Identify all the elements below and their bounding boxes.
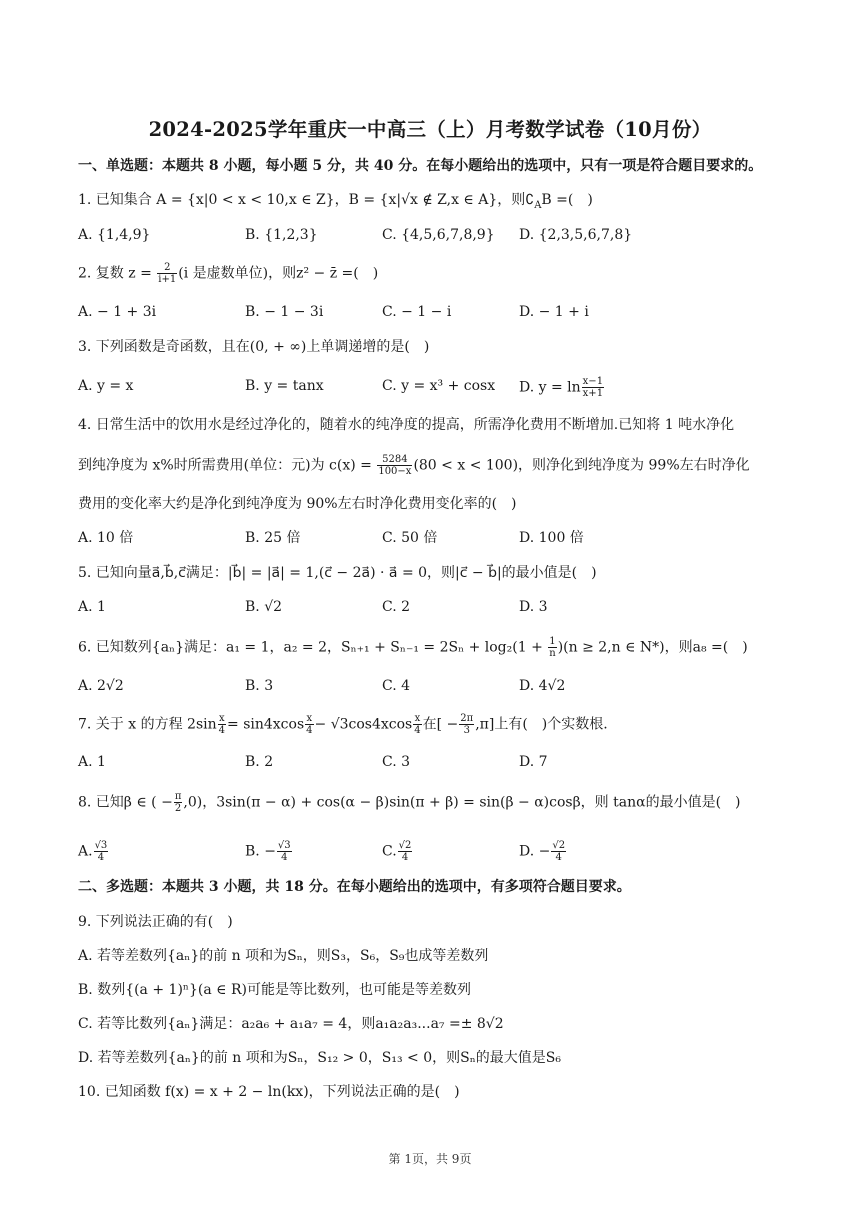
question-4-fraction <box>377 454 412 477</box>
fraction-denominator: 4 <box>555 852 562 863</box>
question-4-line-1: 4. 日常生活中的饮用水是经过净化的，随着水的纯净度的提高，所需净化费用不断增加.已知将 1 吨水净化 <box>78 417 735 433</box>
question-6 <box>78 636 748 659</box>
q7-option-b: B. 2 <box>245 754 274 770</box>
page-title: 2024-2025学年重庆一中高三（上）月考数学试卷（10月份） <box>148 118 712 141</box>
fraction-denominator: i+1 <box>158 274 177 285</box>
fraction-numerator: √3 <box>94 840 108 851</box>
question-7-stem-c: − √3cos4xcos <box>314 716 413 733</box>
q6-option-d: D. 4√2 <box>519 678 566 694</box>
fraction-numerator: x <box>306 713 313 724</box>
fraction-numerator: π <box>174 791 182 802</box>
q8-option-b-label: B. − <box>245 843 276 860</box>
question-4-line-3: 费用的变化率大约是净化到纯净度为 90%左右时净化费用变化率的( ) <box>78 496 517 512</box>
q1-option-a: A. {1,4,9} <box>78 227 151 243</box>
fraction-denominator: x+1 <box>582 388 604 399</box>
q8-option-c-fraction <box>398 840 413 863</box>
q3-option-d <box>519 376 605 399</box>
q7-option-d: D. 7 <box>519 754 548 770</box>
question-8-stem-b: ,0)，3sin(π − α) + cos(α − β)sin(π + β) = sin(β − α)cosβ，则 tanα的最小值是( ) <box>183 794 741 811</box>
question-7-stem-a: 7. 关于 x 的方程 2sin <box>78 716 217 733</box>
q8-option-d-fraction <box>551 840 566 863</box>
q9-option-a: A. 若等差数列{aₙ}的前 n 项和为Sₙ，则S₃，S₆，S₉也成等差数列 <box>78 948 489 964</box>
q3-option-c: C. y = x³ + cosx <box>382 378 496 394</box>
fraction-denominator: n <box>549 648 556 659</box>
q9-option-b: B. 数列{(a + 1)ⁿ}(a ∈ R)可能是等比数列，也可能是等差数列 <box>78 982 471 998</box>
question-4-line-2-a: 到纯净度为 x%时所需费用(单位：元)为 c(x) = <box>78 457 372 474</box>
question-6-fraction <box>548 636 556 659</box>
fraction-denominator: 3 <box>463 725 470 736</box>
q1-option-c: C. {4,5,6,7,8,9} <box>382 227 495 243</box>
q6-option-c: C. 4 <box>382 678 411 694</box>
fraction-numerator: √2 <box>552 840 566 851</box>
q7-option-c: C. 3 <box>382 754 411 770</box>
fraction-numerator: 1 <box>549 636 556 647</box>
q4-option-c: C. 50 倍 <box>382 530 438 546</box>
q4-option-a: A. 10 倍 <box>78 530 134 546</box>
question-2-fraction <box>157 262 177 285</box>
q2-option-a: A. − 1 + 3i <box>78 304 157 320</box>
q8-option-d-label: D. − <box>519 843 551 860</box>
question-2-stem-b: (i 是虚数单位)，则z² − z̄ =( ) <box>178 265 379 282</box>
q3-option-d-label: D. y = ln <box>519 379 581 396</box>
q2-option-c: C. − 1 − i <box>382 304 452 320</box>
q4-option-d: D. 100 倍 <box>519 530 584 546</box>
fraction-numerator: x <box>219 713 225 724</box>
q9-option-d: D. 若等差数列{aₙ}的前 n 项和为Sₙ，S₁₂ > 0，S₁₃ < 0，则Sₙ的最大值是S₆ <box>78 1050 561 1066</box>
question-7 <box>78 713 608 736</box>
fraction-denominator: 4 <box>414 725 421 736</box>
fraction-numerator: 5284 <box>377 454 412 466</box>
fraction-denominator: 100−x <box>378 466 412 477</box>
section-multiple-choice: 二、多选题：本题共 3 小题，共 18 分。在每小题给出的选项中，有多项符合题目要求。 <box>78 879 631 895</box>
q1-option-b: B. {1,2,3} <box>245 227 318 243</box>
question-1-subscript: A <box>534 199 542 211</box>
q5-option-c: C. 2 <box>382 599 411 615</box>
fraction-numerator: √2 <box>398 840 412 851</box>
question-1-stem: 1. 已知集合 A = {x|0 < x < 10,x ∈ Z}，B = {x|√x ∉ Z,x ∈ A}，则∁ <box>78 192 535 208</box>
q3-option-a: A. y = x <box>78 378 134 394</box>
q3-option-b: B. y = tanx <box>245 378 324 394</box>
fraction-denominator: 4 <box>401 852 409 863</box>
q8-option-c <box>382 840 413 863</box>
q2-option-b: B. − 1 − 3i <box>245 304 324 320</box>
fraction-denominator: 2 <box>174 803 182 814</box>
fraction-denominator: 4 <box>306 725 313 736</box>
q8-option-a-fraction <box>94 840 109 863</box>
page-footer: 第 1页，共 9页 <box>388 1152 472 1166</box>
question-2 <box>78 262 378 285</box>
question-8 <box>78 791 741 814</box>
fraction-numerator: x−1 <box>582 376 604 387</box>
question-2-stem-a: 2. 复数 z = <box>78 265 152 282</box>
section-single-choice: 一、单选题：本题共 8 小题，每小题 5 分，共 40 分。在每小题给出的选项中，只有一项是符合题目要求的。 <box>78 158 763 174</box>
question-9: 9. 下列说法正确的有( ) <box>78 914 233 930</box>
question-10: 10. 已知函数 f(x) = x + 2 − ln(kx)，下列说法正确的是( ) <box>78 1084 460 1100</box>
q5-option-b: B. √2 <box>245 599 283 615</box>
q6-option-b: B. 3 <box>245 678 274 694</box>
q2-option-d: D. − 1 + i <box>519 304 589 320</box>
q8-option-b-fraction <box>277 840 292 863</box>
q4-option-b: B. 25 倍 <box>245 530 301 546</box>
question-8-fraction <box>174 791 183 814</box>
question-8-stem-a: 8. 已知β ∈ ( − <box>78 794 173 811</box>
question-5: 5. 已知向量a⃗,b⃗,c⃗满足：|b⃗| = |a⃗| = 1,(c⃗ − 2a⃗) · a⃗ = 0，则|c⃗ − b⃗|的最小值是( ) <box>78 565 597 581</box>
fraction-numerator: 2π <box>460 713 474 724</box>
q3-option-d-fraction <box>582 376 604 399</box>
fraction-numerator: √3 <box>277 840 291 851</box>
question-7-fraction-3 <box>413 713 421 736</box>
q8-option-b <box>245 840 293 863</box>
fraction-denominator: 4 <box>218 725 226 736</box>
question-6-stem-a: 6. 已知数列{aₙ}满足：a₁ = 1，a₂ = 2，Sₙ₊₁ + Sₙ₋₁ = 2Sₙ + log₂(1 + <box>78 639 543 656</box>
question-4-line-2-b: (80 < x < 100)，则净化到纯净度为 99%左右时净化 <box>413 457 750 474</box>
question-7-stem-b: = sin4xcos <box>227 716 305 733</box>
question-1 <box>78 190 593 216</box>
question-4-line-2 <box>78 454 750 477</box>
q8-option-c-label: C. <box>382 843 397 860</box>
question-7-fraction-4 <box>459 713 474 736</box>
q6-option-a: A. 2√2 <box>78 678 124 694</box>
question-6-stem-b: )(n ≥ 2,n ∈ N*)，则a₈ =( ) <box>557 639 748 656</box>
q1-option-d: D. {2,3,5,6,7,8} <box>519 227 633 243</box>
q5-option-a: A. 1 <box>78 599 106 615</box>
question-3: 3. 下列函数是奇函数，且在(0, + ∞)上单调递增的是( ) <box>78 339 430 355</box>
q8-option-a <box>78 840 109 863</box>
q8-option-d <box>519 840 567 863</box>
question-7-fraction-2 <box>305 713 313 736</box>
question-7-stem-d: 在[ − <box>422 716 459 733</box>
q7-option-a: A. 1 <box>78 754 106 770</box>
q8-option-a-label: A. <box>78 843 93 860</box>
fraction-denominator: 4 <box>281 852 288 863</box>
q5-option-d: D. 3 <box>519 599 548 615</box>
question-7-stem-e: ,π]上有( )个实数根. <box>475 716 608 733</box>
question-1-stem-tail: B =( ) <box>541 192 593 208</box>
fraction-numerator: 2 <box>157 262 177 274</box>
fraction-numerator: x <box>414 713 421 724</box>
fraction-denominator: 4 <box>97 852 105 863</box>
question-7-fraction-1 <box>218 713 226 736</box>
q9-option-c: C. 若等比数列{aₙ}满足：a₂a₆ + a₁a₇ = 4，则a₁a₂a₃...a₇ =± 8√2 <box>78 1016 504 1032</box>
